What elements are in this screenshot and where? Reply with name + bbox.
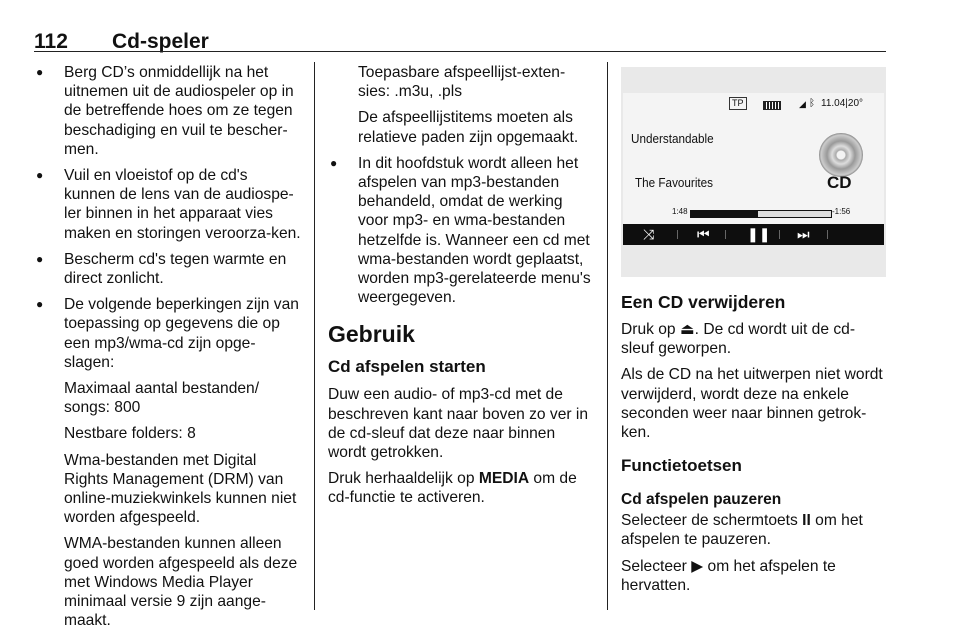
playlist-paths: De afspeellijstitems moeten als relatieve paden zijn opgemaakt.: [358, 109, 579, 146]
list-item: [34, 250, 302, 288]
tp-indicator: TP: [729, 97, 747, 110]
signal-icon: ◢: [799, 99, 806, 109]
list-item: [34, 295, 302, 630]
drm-note: Wma-bestanden met Digital Rights Management (DRM) van online-muziekwinkels kunnen niet worden afgespeeld.: [64, 451, 297, 527]
nested-folders: Nestbare folders: 8: [64, 425, 196, 443]
column-1: [34, 63, 302, 637]
pause-title: Cd afspelen pauzeren: [621, 491, 782, 509]
function-keys-title: Functietoetsen: [621, 456, 742, 476]
cd-player-screenshot: [621, 67, 886, 277]
divider: [827, 230, 828, 239]
eject-icon: ⏏: [679, 321, 695, 338]
list-item: [34, 166, 302, 243]
play-icon: ▶: [691, 557, 704, 575]
text: . De cd wordt uit de cd-sleuf geworpen.: [621, 321, 856, 358]
progress-fill: [691, 211, 758, 217]
playlist-extensions: Toepasbare afspeellijst-exten-sies: .m3u, .pls: [358, 64, 566, 101]
next-icon[interactable]: ⏭: [797, 226, 810, 242]
eject-note: Als de CD na het uitwerpen niet wordt verwijderd, wordt deze na enkele seconden weer naar binnen getrok-ken.: [621, 366, 883, 442]
shuffle-icon[interactable]: ⤨: [643, 226, 655, 242]
track-title: Understandable: [631, 131, 714, 146]
infotainment-screen: [623, 93, 884, 245]
max-files: Maximaal aantal bestanden/ songs: 800: [64, 380, 260, 417]
progress-bar[interactable]: [690, 210, 832, 218]
insert-cd-text: Duw een audio- of mp3-cd met de beschreven kant naar boven zo ver in de cd-sleuf dat deze naar binnen wordt getrokken.: [328, 386, 589, 462]
previous-icon[interactable]: ⏮: [697, 226, 710, 242]
media-instruction: [328, 469, 594, 507]
status-bar: [623, 93, 884, 115]
text: Druk herhaaldelijk op: [328, 470, 479, 488]
album-title: The Favourites: [635, 175, 714, 190]
battery-icon: [763, 101, 781, 110]
column-divider-1: [314, 62, 315, 610]
care-bullet-list: [34, 63, 302, 630]
page-title: Cd-speler: [112, 30, 209, 53]
text: Selecteer de schermtoets: [621, 512, 803, 530]
column-divider-2: [607, 62, 608, 610]
pause-instruction: [621, 511, 887, 549]
text: om het afspelen te pauzeren.: [621, 512, 863, 549]
elapsed-time: 1:48: [672, 207, 688, 216]
wma-note: WMA-bestanden kunnen alleen goed worden afgespeeld als deze met Windows Media Player minimaal versie 9 zijn aange-maakt.: [64, 535, 298, 630]
bluetooth-icon: ᛒ: [809, 98, 815, 109]
restrictions-intro: ● De volgende beperkingen zijn van toepassing op gegevens die op een mp3/wma-cd zijn opge-slagen:: [64, 296, 299, 371]
pause-key: II: [802, 512, 811, 530]
divider: [677, 230, 678, 239]
text: Druk op: [621, 321, 680, 338]
playback-controls: [623, 224, 884, 245]
bullet-text: Berg CD’s onmiddellijk na het uitnemen uit de audiospeler op in de betreffende hoes om ze tegen beschadiging en vuil te bescher-men.: [64, 64, 294, 158]
divider: [779, 230, 780, 239]
bullet-text: Vuil en vloeistof op de cd's kunnen de lens van de audiospe-ler binnen in het apparaat vies maken en storingen veroorza-ken.: [64, 167, 301, 242]
divider: [725, 230, 726, 239]
remove-cd-title: Een CD verwijderen: [621, 292, 786, 312]
header-rule: [34, 51, 886, 52]
column-2: [328, 63, 594, 515]
subsection-title: Cd afspelen starten: [328, 357, 486, 377]
text: om het afspelen te hervatten.: [621, 557, 836, 594]
clock: 11.04|20°: [821, 98, 864, 109]
resume-instruction: [621, 557, 887, 595]
text: Selecteer: [621, 557, 692, 575]
page-number: 112: [34, 30, 68, 53]
bullet-text: In dit hoofdstuk wordt alleen het afspelen van mp3-bestanden behandeld, omdat de werking voor mp3- en wma-bestanden hetzelfde is. Wanneer een cd met wma-bestanden wordt geplaatst, worden mp3-gerelateerde menu's weergegeven.: [358, 154, 591, 307]
chapter-bullet-list: [328, 154, 594, 308]
source-label: CD: [827, 173, 852, 192]
eject-instruction: [621, 320, 887, 358]
media-key: MEDIA: [478, 470, 530, 488]
bullet-text: Bescherm cd's tegen warmte en direct zonlicht.: [64, 250, 287, 288]
section-title: Gebruik: [328, 321, 415, 348]
list-item: [34, 63, 302, 159]
column-3: [621, 292, 887, 602]
cd-disc-icon: [819, 133, 863, 177]
pause-icon[interactable]: ❚❚: [747, 226, 771, 242]
text: om de cd-functie te activeren.: [328, 470, 577, 507]
remaining-time: -1:56: [832, 207, 851, 216]
page-header: [34, 30, 886, 52]
list-item: [328, 154, 594, 308]
